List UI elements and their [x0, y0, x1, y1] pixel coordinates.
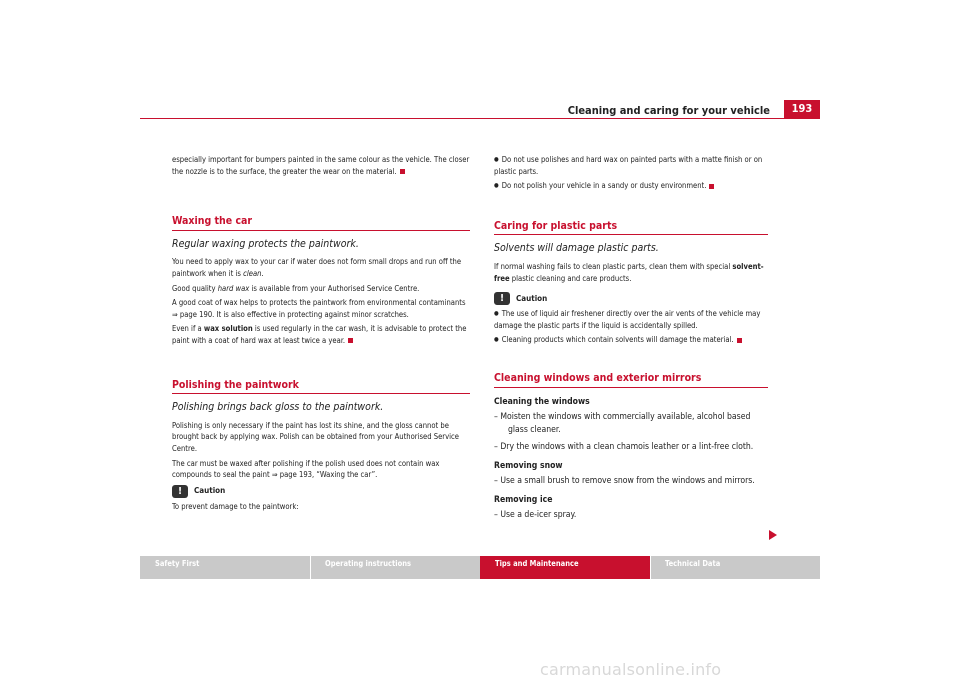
- polishing-p1: Polishing is only necessary if the paint has lost its shine, and the gloss cannot be brought back by applying wax. Polish can be obtained from your Authorised Service Centre.: [172, 420, 460, 453]
- continue-arrow-icon: [769, 530, 777, 540]
- caution-text: To prevent damage to the paintwork:: [172, 501, 299, 511]
- running-header-title: Cleaning and caring for your vehicle: [567, 104, 770, 117]
- section-end-icon: [348, 338, 353, 343]
- text: You need to apply wax to your car if water does not form small drops and run off the paintwork when it is: [172, 257, 462, 278]
- tab-operating-instructions[interactable]: Operating instructions: [325, 559, 412, 568]
- section-end-icon: [400, 169, 405, 174]
- page-number: 193: [784, 100, 820, 118]
- intro-paragraph: [172, 154, 470, 177]
- section-end-icon: [737, 338, 742, 343]
- header-rule: [140, 118, 820, 119]
- emphasis: hard wax: [217, 283, 250, 293]
- caution-icon: !: [494, 292, 510, 305]
- text: .: [261, 268, 264, 278]
- procedure-heading: Removing ice: [494, 494, 553, 505]
- caution-icon: !: [172, 485, 188, 498]
- caution-block: [172, 485, 470, 498]
- plastic-title: Caring for plastic parts: [494, 219, 618, 232]
- windows-rule: [494, 387, 768, 388]
- waxing-subtitle: Regular waxing protects the paintwork.: [172, 237, 359, 250]
- waxing-p4: [172, 323, 470, 346]
- text: Do not polish your vehicle in a sandy or dusty environment.: [501, 181, 707, 191]
- section-end-icon: [709, 184, 714, 189]
- procedure-step: – Dry the windows with a clean chamois leather or a lint-free cloth.: [494, 441, 754, 452]
- plastic-p1: [494, 261, 768, 284]
- tab-technical-data[interactable]: Technical Data: [665, 559, 721, 568]
- text: is available from your Authorised Service Centre.: [249, 283, 420, 293]
- watermark-text: carmanualsonline.info: [540, 660, 722, 679]
- text: Cleaning products which contain solvents will damage the material.: [501, 335, 734, 345]
- caution-label: Caution: [516, 293, 548, 303]
- procedure-heading: Cleaning the windows: [494, 396, 590, 407]
- waxing-title: Waxing the car: [172, 215, 253, 228]
- text: Good quality: [172, 283, 218, 293]
- intro-text: especially important for bumpers painted in the same colour as the vehicle. The closer the nozzle is to the surface, the greater the wear on the material.: [172, 155, 470, 176]
- waxing-p2: [172, 283, 470, 295]
- bullet-item: ● Do not use polishes and hard wax on painted parts with a matte finish or on plastic parts.: [494, 154, 768, 177]
- plastic-rule: [494, 234, 768, 235]
- bold-term: wax solution: [203, 324, 253, 334]
- waxing-rule: [172, 230, 470, 231]
- text: Even if a: [172, 324, 204, 334]
- procedure-step: – Use a de-icer spray.: [494, 509, 577, 520]
- procedure-step: – Moisten the windows with commercially available, alcohol based glass cleaner.: [494, 411, 751, 435]
- waxing-p1: [172, 256, 470, 279]
- polishing-rule: [172, 393, 470, 394]
- polishing-subtitle: Polishing brings back gloss to the paintwork.: [172, 401, 384, 414]
- tab-tips-and-maintenance[interactable]: Tips and Maintenance: [480, 556, 650, 579]
- procedure-step: – Use a small brush to remove snow from the windows and mirrors.: [494, 475, 755, 486]
- text: If normal washing fails to clean plastic parts, clean them with special: [494, 261, 733, 271]
- caution-block: [494, 292, 768, 305]
- polishing-title: Polishing the paintwork: [172, 378, 299, 391]
- text: plastic cleaning and care products.: [509, 273, 632, 283]
- emphasis: clean: [243, 268, 262, 278]
- bold-term: solvent-free: [494, 261, 764, 283]
- bullet-item: ● The use of liquid air freshener directly over the air vents of the vehicle may damage the plastic parts if the liquid is accidentally spilled.: [494, 308, 768, 331]
- windows-procedure: [494, 396, 768, 522]
- right-column: [494, 154, 768, 526]
- text: is used regularly in the car wash, it is advisable to protect the paint with a coat of hard wax at least twice a year.: [172, 324, 467, 345]
- caution-label: Caution: [194, 486, 226, 496]
- polishing-p2: The car must be waxed after polishing if the polish used does not contain wax compounds to seal the paint ⇒ page 193, “Waxing the car”.: [172, 458, 440, 480]
- left-column: [172, 154, 470, 515]
- waxing-p3: A good coat of wax helps to protects the paintwork from environmental contaminants ⇒ page 190. It is also effective in protecting against minor scratches.: [172, 298, 466, 319]
- plastic-subtitle: Solvents will damage plastic parts.: [494, 242, 659, 255]
- tab-safety-first[interactable]: Safety First: [155, 559, 200, 568]
- bullet-item: [494, 180, 768, 192]
- procedure-heading: Removing snow: [494, 460, 563, 471]
- windows-title: Cleaning windows and exterior mirrors: [494, 371, 702, 384]
- bullet-item: [494, 334, 768, 346]
